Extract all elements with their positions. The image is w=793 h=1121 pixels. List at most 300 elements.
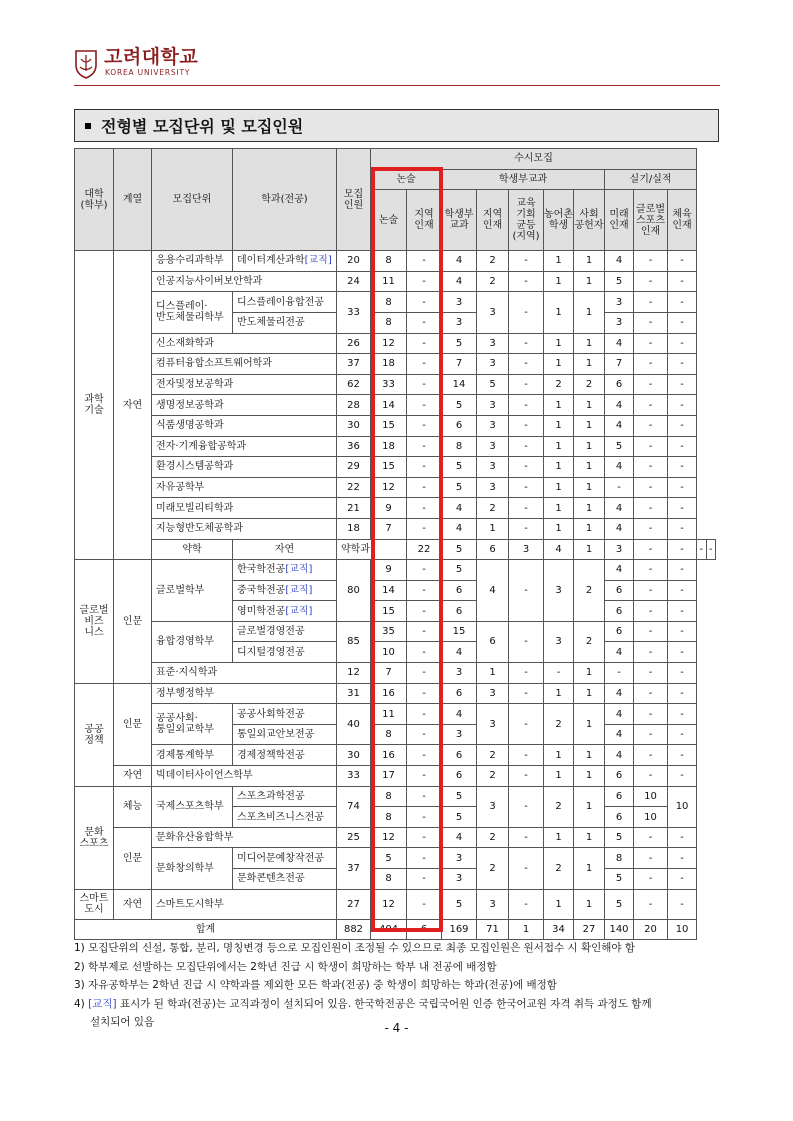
university-name-korean: 고려대학교 [104, 46, 199, 68]
value-cell: 14 [371, 395, 407, 416]
major-cell: 통일외교안보전공 [233, 724, 337, 745]
value-cell: 3 [477, 786, 509, 827]
quota-cell: 26 [337, 333, 371, 354]
value-cell: - [668, 292, 697, 313]
header-future: 미래 인재 [605, 190, 634, 251]
unit-cell: 정부행정학부 [152, 683, 337, 704]
value-cell: 6 [605, 374, 634, 395]
table-row [75, 827, 716, 848]
admission-quota-table [74, 148, 716, 940]
quota-cell: 37 [337, 848, 371, 889]
major-cell: 문화콘텐츠전공 [233, 869, 337, 890]
value-cell: 6 [605, 766, 634, 787]
value-cell: 5 [442, 457, 477, 478]
value-cell: 6 [442, 683, 477, 704]
major-cell: 디지털경영전공 [233, 642, 337, 663]
value-cell: - [668, 663, 697, 684]
section-title [74, 109, 719, 142]
value-cell: - [634, 251, 668, 272]
value-cell: - [668, 580, 697, 601]
value-cell: 8 [371, 312, 407, 333]
value-cell: - [605, 663, 634, 684]
header-regional2: 지역 인재 [477, 190, 509, 251]
unit-cell: 문화유산융합학부 [152, 827, 337, 848]
value-cell: - [509, 683, 544, 704]
value-cell: - [509, 354, 544, 375]
college-cell: 과학 기술 [75, 251, 114, 560]
value-cell: - [668, 683, 697, 704]
value-cell: 4 [442, 271, 477, 292]
quota-cell: 22 [407, 539, 442, 560]
header-school-rec: 학생부 교과 [442, 190, 477, 251]
value-cell: 16 [371, 683, 407, 704]
value-cell: 4 [605, 724, 634, 745]
header-rural: 농어촌 학생 [544, 190, 574, 251]
value-cell: 1 [574, 827, 605, 848]
value-cell: 3 [442, 724, 477, 745]
value-cell: 4 [442, 642, 477, 663]
quota-cell: 74 [337, 786, 371, 827]
major-cell: 중국학전공[교직] [233, 580, 337, 601]
header-field: 계열 [114, 149, 152, 251]
value-cell: 18 [371, 436, 407, 457]
value-cell: 6 [442, 415, 477, 436]
value-cell: - [407, 786, 442, 807]
value-cell: 3 [442, 292, 477, 313]
value-cell: 8 [371, 869, 407, 890]
value-cell: 1 [574, 477, 605, 498]
value-cell: 6 [605, 580, 634, 601]
value-cell: - [668, 395, 697, 416]
header-student-record: 학생부교과 [442, 169, 605, 190]
value-cell: 9 [371, 498, 407, 519]
value-cell: - [668, 889, 697, 919]
value-cell: 6 [605, 601, 634, 622]
value-cell: - [668, 766, 697, 787]
field-cell: 인문 [114, 683, 152, 765]
header-athletic: 체육 인재 [668, 190, 697, 251]
quota-cell: 29 [337, 457, 371, 478]
value-cell: - [509, 436, 544, 457]
value-cell: - [407, 354, 442, 375]
value-cell: - [407, 415, 442, 436]
quota-cell: 24 [337, 271, 371, 292]
quota-cell: 36 [337, 436, 371, 457]
value-cell: - [509, 663, 544, 684]
table-row [75, 374, 716, 395]
value-cell: - [668, 354, 697, 375]
value-cell: - [509, 251, 544, 272]
value-cell: - [668, 704, 697, 725]
table-row [75, 333, 716, 354]
header-nonsul: 논술 [371, 169, 442, 190]
unit-cell: 스마트도시학부 [152, 889, 337, 919]
quota-cell: 27 [337, 889, 371, 919]
value-cell: - [407, 807, 442, 828]
value-cell: 1 [574, 457, 605, 478]
value-cell: 4 [605, 395, 634, 416]
value-cell: - [407, 292, 442, 313]
value-cell: 12 [371, 477, 407, 498]
value-cell: 1 [574, 766, 605, 787]
value-cell: 1 [574, 251, 605, 272]
value-cell: 5 [477, 374, 509, 395]
value-cell: - [634, 724, 668, 745]
major-cell: 디스플레이융합전공 [233, 292, 337, 313]
value-cell: - [634, 415, 668, 436]
value-cell: 1 [544, 333, 574, 354]
table-row [75, 663, 716, 684]
value-cell: - [509, 415, 544, 436]
major-cell: 경제정책학전공 [233, 745, 337, 766]
value-cell: 1 [544, 436, 574, 457]
unit-cell: 생명정보공학과 [152, 395, 337, 416]
value-cell: 2 [477, 827, 509, 848]
header-contributor: 사회 공헌자 [574, 190, 605, 251]
value-cell: 5 [442, 333, 477, 354]
section-title-text: 전형별 모집단위 및 모집인원 [101, 117, 304, 136]
quota-cell: 28 [337, 395, 371, 416]
value-cell: - [634, 745, 668, 766]
value-cell: 1 [544, 251, 574, 272]
value-cell: 12 [371, 889, 407, 919]
value-cell: 4 [605, 745, 634, 766]
value-cell: 11 [371, 704, 407, 725]
table-row [75, 704, 716, 725]
value-cell: 3 [442, 869, 477, 890]
value-cell: - [668, 271, 697, 292]
value-cell: - [634, 271, 668, 292]
value-cell: 4 [477, 560, 509, 622]
value-cell: - [634, 621, 668, 642]
value-cell: 1 [544, 827, 574, 848]
value-cell: 6 [605, 786, 634, 807]
value-cell: 1 [574, 518, 605, 539]
value-cell: 34 [544, 919, 574, 940]
unit-cell: 디스플레이· 반도체물리학부 [152, 292, 233, 333]
value-cell: 8 [605, 848, 634, 869]
table-row [75, 271, 716, 292]
value-cell: 1 [544, 395, 574, 416]
value-cell: 3 [477, 395, 509, 416]
value-cell: - [509, 704, 544, 745]
value-cell: - [407, 518, 442, 539]
value-cell: 1 [574, 539, 605, 560]
major-cell: 반도체물리전공 [233, 312, 337, 333]
quota-cell: 37 [337, 354, 371, 375]
value-cell: 7 [371, 518, 407, 539]
quota-cell: 20 [337, 251, 371, 272]
major-cell: 스포츠비즈니스전공 [233, 807, 337, 828]
header-nonsul-sub: 논술 [371, 190, 407, 251]
value-cell: - [407, 312, 442, 333]
value-cell: 3 [477, 889, 509, 919]
value-cell: 4 [605, 642, 634, 663]
value-cell: 3 [605, 292, 634, 313]
value-cell: - [509, 889, 544, 919]
value-cell: 1 [509, 919, 544, 940]
unit-cell: 빅데이터사이언스학부 [152, 766, 337, 787]
value-cell: - [634, 292, 668, 313]
value-cell: - [634, 333, 668, 354]
quota-cell: 40 [337, 704, 371, 745]
unit-cell: 글로벌학부 [152, 560, 233, 622]
value-cell: - [509, 395, 544, 416]
value-cell: - [634, 766, 668, 787]
value-cell: - [407, 766, 442, 787]
value-cell: 2 [544, 704, 574, 745]
value-cell: 6 [605, 807, 634, 828]
value-cell: 1 [574, 415, 605, 436]
value-cell: 6 [442, 766, 477, 787]
value-cell: 1 [544, 498, 574, 519]
value-cell: - [407, 724, 442, 745]
quota-cell: 25 [337, 827, 371, 848]
value-cell: 4 [605, 518, 634, 539]
value-cell: 10 [634, 786, 668, 807]
field-cell: 자연 [114, 766, 152, 787]
value-cell: 6 [407, 919, 442, 940]
value-cell: - [407, 704, 442, 725]
value-cell: - [668, 457, 697, 478]
header-unit: 모집단위 [152, 149, 233, 251]
value-cell: - [634, 457, 668, 478]
value-cell: - [634, 498, 668, 519]
college-cell: 약학 [152, 539, 233, 560]
value-cell: 1 [574, 292, 605, 333]
value-cell: 5 [442, 560, 477, 581]
value-cell: 8 [371, 292, 407, 313]
value-cell: - [509, 621, 544, 662]
quota-cell: 30 [337, 745, 371, 766]
value-cell: - [407, 333, 442, 354]
value-cell: 15 [442, 621, 477, 642]
value-cell: 2 [477, 251, 509, 272]
value-cell: 4 [442, 518, 477, 539]
unit-cell: 융합경영학부 [152, 621, 233, 662]
value-cell: 3 [477, 333, 509, 354]
header-susi: 수시모집 [371, 149, 697, 170]
unit-cell: 미래모빌리티학과 [152, 498, 337, 519]
value-cell: 35 [371, 621, 407, 642]
value-cell: - [407, 827, 442, 848]
value-cell: - [407, 395, 442, 416]
field-cell: 인문 [114, 827, 152, 889]
value-cell: - [634, 312, 668, 333]
value-cell: - [634, 580, 668, 601]
value-cell: 2 [544, 848, 574, 889]
value-cell: - [668, 251, 697, 272]
value-cell: 3 [544, 560, 574, 622]
value-cell: 2 [477, 498, 509, 519]
value-cell: 4 [544, 539, 574, 560]
header-quota: 모집 인원 [337, 149, 371, 251]
major-cell: 한국학전공[교직] [233, 560, 337, 581]
value-cell: 10 [668, 919, 697, 940]
footnotes [74, 939, 724, 1032]
value-cell: 5 [371, 848, 407, 869]
value-cell: - [509, 292, 544, 333]
value-cell: 20 [634, 919, 668, 940]
unit-cell: 표준·지식학과 [152, 663, 337, 684]
value-cell: - [634, 683, 668, 704]
value-cell: 15 [371, 415, 407, 436]
value-cell: - [634, 436, 668, 457]
quota-cell: 85 [337, 621, 371, 662]
major-cell: 미디어문예창작전공 [233, 848, 337, 869]
value-cell: - [668, 539, 697, 560]
major-cell: 글로벌경영전공 [233, 621, 337, 642]
value-cell: - [509, 498, 544, 519]
value-cell: 11 [371, 271, 407, 292]
value-cell: 1 [574, 663, 605, 684]
value-cell: 3 [477, 354, 509, 375]
value-cell: - [668, 477, 697, 498]
value-cell: - [407, 477, 442, 498]
value-cell: 1 [574, 271, 605, 292]
footnote-3: 3) 자유공학부는 2학년 진급 시 약학과를 제외한 모든 학과(전공) 중 학생이 희망하는 학과(전공)에 배정함 [74, 979, 557, 991]
value-cell: 1 [544, 745, 574, 766]
value-cell: 5 [605, 869, 634, 890]
college-cell: 스마트 도시 [75, 889, 114, 919]
footnote-4-cont: 설치되어 있음 [90, 1016, 155, 1028]
table-row [75, 354, 716, 375]
value-cell: - [605, 477, 634, 498]
teaching-tag: [교직] [285, 564, 313, 576]
value-cell: 12 [371, 827, 407, 848]
value-cell: 2 [544, 786, 574, 827]
value-cell: - [634, 560, 668, 581]
table-row [75, 621, 716, 642]
field-cell: 자연 [233, 539, 337, 560]
table-row [75, 518, 716, 539]
value-cell: 3 [477, 704, 509, 745]
value-cell: 1 [544, 518, 574, 539]
value-cell: 8 [371, 786, 407, 807]
quota-cell: 33 [337, 766, 371, 787]
value-cell: 169 [442, 919, 477, 940]
value-cell: - [668, 869, 697, 890]
value-cell: - [668, 312, 697, 333]
unit-cell: 문화창의학부 [152, 848, 233, 889]
value-cell: - [544, 663, 574, 684]
value-cell: 4 [605, 498, 634, 519]
value-cell: - [407, 374, 442, 395]
value-cell: - [407, 436, 442, 457]
value-cell: 2 [574, 560, 605, 622]
value-cell: 3 [544, 621, 574, 662]
value-cell: - [407, 580, 442, 601]
value-cell: 1 [544, 683, 574, 704]
value-cell: 5 [605, 436, 634, 457]
page-number: - 4 - [384, 1021, 409, 1035]
header-major: 학과(전공) [233, 149, 337, 251]
value-cell: 33 [371, 374, 407, 395]
table-row [75, 786, 716, 807]
value-cell: 10 [371, 642, 407, 663]
value-cell: - [407, 457, 442, 478]
header-regional: 지역 인재 [407, 190, 442, 251]
value-cell: - [407, 848, 442, 869]
value-cell: - [407, 251, 442, 272]
value-cell: 8 [371, 251, 407, 272]
value-cell: 7 [605, 354, 634, 375]
field-cell: 자연 [114, 889, 152, 919]
unit-cell: 자유공학부 [152, 477, 337, 498]
value-cell: 1 [544, 766, 574, 787]
value-cell: 2 [477, 745, 509, 766]
value-cell: 4 [605, 560, 634, 581]
header-row-1 [75, 149, 716, 170]
value-cell: - [634, 663, 668, 684]
value-cell: - [634, 869, 668, 890]
table-row [75, 415, 716, 436]
table-row [75, 683, 716, 704]
value-cell: - [634, 642, 668, 663]
teaching-tag: [교직] [304, 255, 332, 267]
value-cell: - [407, 621, 442, 642]
value-cell: - [634, 477, 668, 498]
table-row [75, 889, 716, 919]
value-cell: 2 [477, 848, 509, 889]
table-row [75, 848, 716, 869]
value-cell: - [668, 498, 697, 519]
value-cell: 5 [442, 786, 477, 807]
value-cell: 6 [605, 621, 634, 642]
page-header [74, 44, 720, 86]
value-cell: 3 [442, 848, 477, 869]
value-cell: - [634, 374, 668, 395]
value-cell: - [634, 354, 668, 375]
value-cell: 1 [544, 889, 574, 919]
unit-cell: 전자·기계융합공학과 [152, 436, 337, 457]
value-cell: 1 [574, 704, 605, 745]
value-cell: 8 [442, 436, 477, 457]
value-cell: 4 [442, 498, 477, 519]
value-cell: 10 [668, 786, 697, 827]
unit-cell: 신소재화학과 [152, 333, 337, 354]
value-cell: 3 [477, 457, 509, 478]
header-practical: 실기/실적 [605, 169, 697, 190]
value-cell: 1 [574, 436, 605, 457]
unit-cell: 컴퓨터융합소프트웨어학과 [152, 354, 337, 375]
value-cell: - [668, 374, 697, 395]
value-cell: 2 [477, 766, 509, 787]
value-cell: 5 [605, 271, 634, 292]
value-cell: 5 [442, 807, 477, 828]
value-cell: 3 [477, 683, 509, 704]
value-cell: - [634, 889, 668, 919]
value-cell: - [407, 889, 442, 919]
value-cell: - [407, 683, 442, 704]
value-cell: 1 [574, 889, 605, 919]
value-cell: - [509, 374, 544, 395]
table-row [75, 395, 716, 416]
quota-cell: 12 [337, 663, 371, 684]
value-cell: 71 [477, 919, 509, 940]
table-row [75, 292, 716, 313]
footnote-2: 2) 학부제로 선발하는 모집단위에서는 2학년 진급 시 학생이 희망하는 학부 내 전공에 배정함 [74, 960, 497, 973]
value-cell: 1 [544, 415, 574, 436]
value-cell: 5 [442, 539, 477, 560]
value-cell: 1 [574, 498, 605, 519]
header-edu-equal: 교육 기회 균등 (지역) [509, 190, 544, 251]
value-cell: 1 [544, 292, 574, 333]
value-cell: - [668, 560, 697, 581]
value-cell: 4 [605, 704, 634, 725]
value-cell: - [634, 395, 668, 416]
quota-cell: 62 [337, 374, 371, 395]
